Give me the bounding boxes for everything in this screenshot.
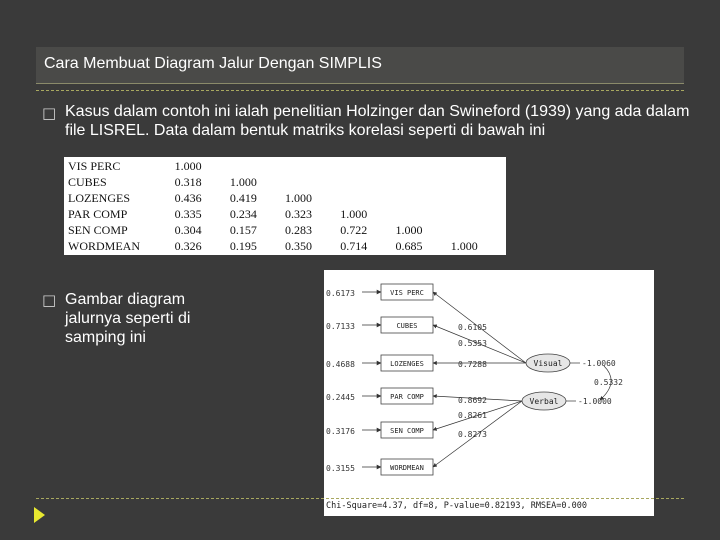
matrix-row [68, 206, 506, 222]
loading-label: 0.8261 [458, 411, 487, 420]
matrix-cell: 0.283 [285, 223, 313, 237]
matrix-cell: 0.234 [229, 207, 257, 221]
title-bar [36, 47, 684, 84]
matrix-row-label: LOZENGES [68, 191, 130, 205]
bullet-marker-1: □ [42, 104, 57, 122]
loading-label: 0.8273 [458, 430, 487, 439]
divider-top [36, 90, 684, 91]
matrix-cell: 0.714 [340, 239, 368, 253]
matrix-row [68, 238, 506, 254]
indicator-label: VIS PERC [390, 289, 424, 297]
matrix-cell: 1.000 [395, 223, 423, 237]
bullet-marker-2: □ [42, 291, 57, 309]
loading-label: 0.6105 [458, 323, 487, 332]
error-variance-label: 0.4688 [326, 360, 355, 369]
matrix-row-label: WORDMEAN [68, 239, 140, 253]
factor-label: Verbal [529, 397, 559, 406]
bullet-text-1: Kasus dalam contoh ini ialah penelitian Holzinger dan Swineford (1939) yang ada dalam file LISREL. Data dalam bentuk matriks korelasi seperti di bawah ini [65, 103, 690, 139]
correlation-matrix [64, 157, 506, 255]
error-variance-label: 0.2445 [326, 393, 355, 402]
matrix-row-label: VIS PERC [68, 159, 121, 173]
matrix-row-label: SEN COMP [68, 223, 128, 237]
path-diagram [324, 270, 654, 516]
matrix-cell: 0.722 [340, 223, 368, 237]
indicator-label: SEN COMP [390, 427, 424, 435]
error-variance-label: 0.3176 [326, 427, 355, 436]
covariance-label: 0.5332 [594, 378, 623, 387]
matrix-cell: 0.318 [174, 175, 202, 189]
indicator-label: PAR COMP [390, 393, 424, 401]
matrix-row [68, 174, 506, 190]
indicator-label: CUBES [396, 322, 418, 330]
matrix-row-label: CUBES [68, 175, 107, 189]
matrix-row-label: PAR COMP [68, 207, 128, 221]
matrix-cell: 0.157 [229, 223, 257, 237]
loading-label: 0.8692 [458, 396, 487, 405]
matrix-cell: 0.419 [229, 191, 257, 205]
error-variance-label: 0.3155 [326, 464, 355, 473]
matrix-cell: 0.436 [174, 191, 202, 205]
error-variance-label: 0.7133 [326, 322, 355, 331]
fit-summary: Chi-Square=4.37, df=8, P-value=0.82193, RMSEA=0.000 [326, 501, 587, 511]
matrix-cell: 0.326 [174, 239, 202, 253]
matrix-row [68, 190, 506, 206]
factor-variance-label: -1.0000 [578, 397, 612, 406]
matrix-cell: 1.000 [450, 239, 478, 253]
play-arrow-icon[interactable] [34, 507, 45, 523]
slide-title: Cara Membuat Diagram Jalur Dengan SIMPLIS [44, 55, 382, 72]
matrix-cell: 1.000 [229, 175, 257, 189]
error-variance-label: 0.6173 [326, 289, 355, 298]
indicator-label: WORDMEAN [390, 464, 424, 472]
loading-label: 0.7288 [458, 360, 487, 369]
factor-label: Visual [533, 359, 563, 368]
matrix-cell: 0.685 [395, 239, 423, 253]
path-diagram-svg [324, 270, 654, 516]
matrix-cell: 0.335 [174, 207, 202, 221]
matrix-cell: 0.323 [285, 207, 313, 221]
indicator-label: LOZENGES [390, 360, 424, 368]
matrix-cell: 1.000 [285, 191, 313, 205]
matrix-cell: 0.304 [174, 223, 202, 237]
matrix-cell: 0.195 [229, 239, 257, 253]
matrix-cell: 0.350 [285, 239, 313, 253]
matrix-row [68, 222, 506, 238]
loading-label: 0.5353 [458, 339, 487, 348]
matrix-row [68, 158, 506, 174]
bullet-text-2: Gambar diagram jalurnya seperti di samping ini [65, 291, 191, 346]
matrix-cell: 1.000 [174, 159, 202, 173]
matrix-cell: 1.000 [340, 207, 368, 221]
factor-variance-label: -1.0060 [582, 359, 616, 368]
divider-bottom [36, 498, 684, 499]
